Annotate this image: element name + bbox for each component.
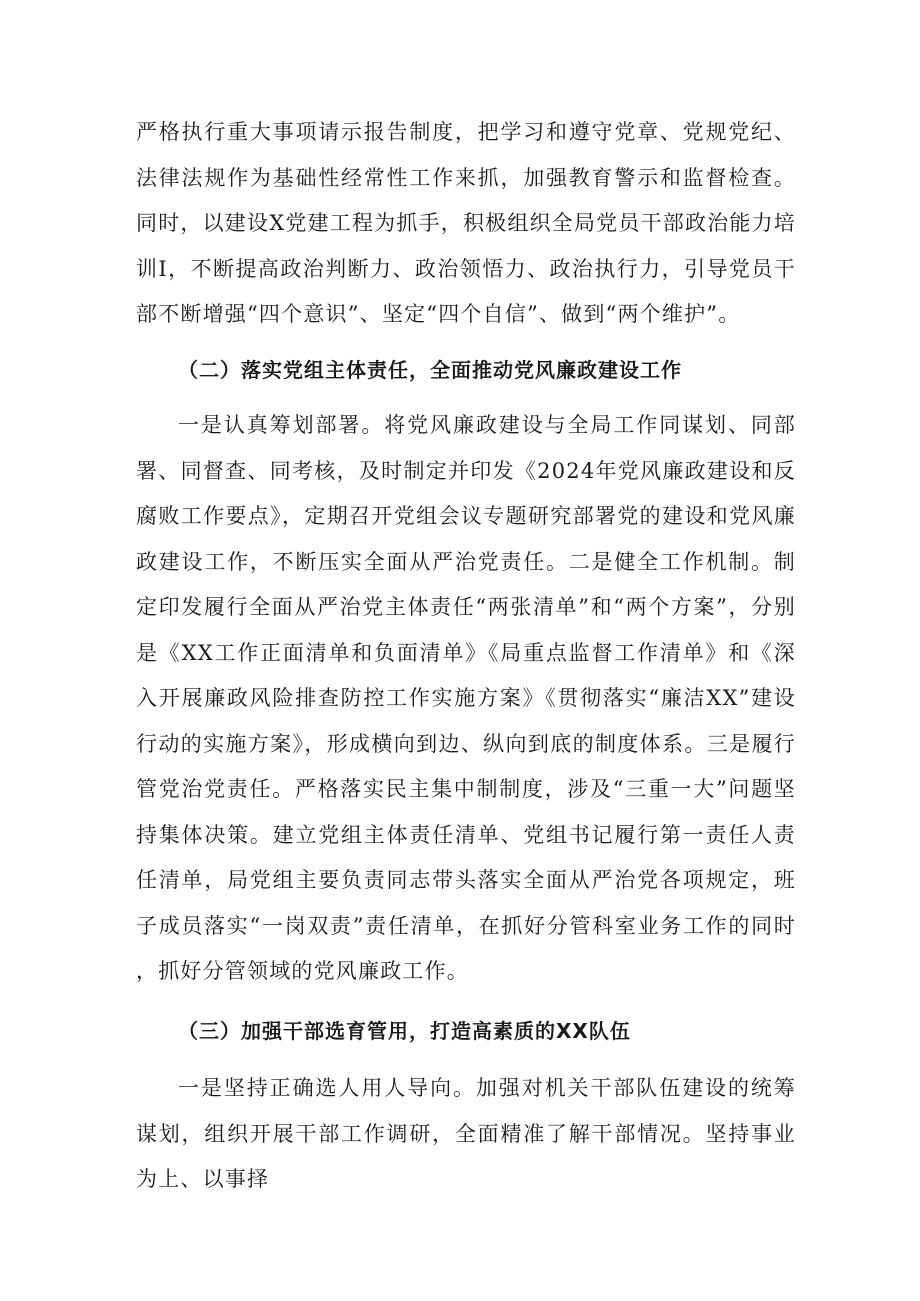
paragraph-political-discipline: 严格执行重大事项请示报告制度，把学习和遵守党章、党规党纪、法律法规作为基础性经常性工作来抓，加强教育警示和监督检查。同时，以建设X党建工程为抓手，积极组织全局党员干部政治能力培训I，不断提高政治判断力、政治领悟力、政治执行力，引导党员干部不断增强“四个意识”、坚定“四个自信”、做到“两个维护”。 — [136, 120, 796, 326]
paragraph-party-responsibility: 一是认真筹划部署。将党风廉政建设与全局工作同谋划、同部署、同督查、同考核，及时制定并印发《2024年党风廉政建设和反腐败工作要点》，定期召开党组会议专题研究部署党的建设和党风廉政建设工作，不断压实全面从严治党责任。二是健全工作机制。制定印发履行全面从严治党主体责任“两张清单”和“两个方案”，分别是《XX工作正面清单和负面清单》《局重点监督工作清单》和《深入开展廉政风险排查防控工作实施方案》《贯彻落实“廉洁XX”建设行动的实施方案》，形成横向到边、纵向到底的制度体系。三是履行管党治党责任。严格落实民主集中制制度，涉及“三重一大”问题坚持集体决策。建立党组主体责任清单、党组书记履行第一责任人责任清单，局党组主要负责同志带头落实全面从严治党各项规定，班子成员落实“一岗双责”责任清单，在抓好分管科室业务工作的同时，抓好分管领域的党风廉政工作。 — [136, 413, 796, 983]
paragraph-cadre-selection: 一是坚持正确选人用人导向。加强对机关干部队伍建设的统筹谋划，组织开展干部工作调研，全面精准了解干部情况。坚持事业为上、以事择 — [136, 1076, 796, 1191]
document-body — [136, 110, 796, 1203]
section-heading-2: （二）落实党组主体责任，全面推动党风廉政建设工作 — [178, 357, 682, 382]
section-heading-3: （三）加强干部选育管用，打造高素质的XX队伍 — [178, 1018, 631, 1043]
